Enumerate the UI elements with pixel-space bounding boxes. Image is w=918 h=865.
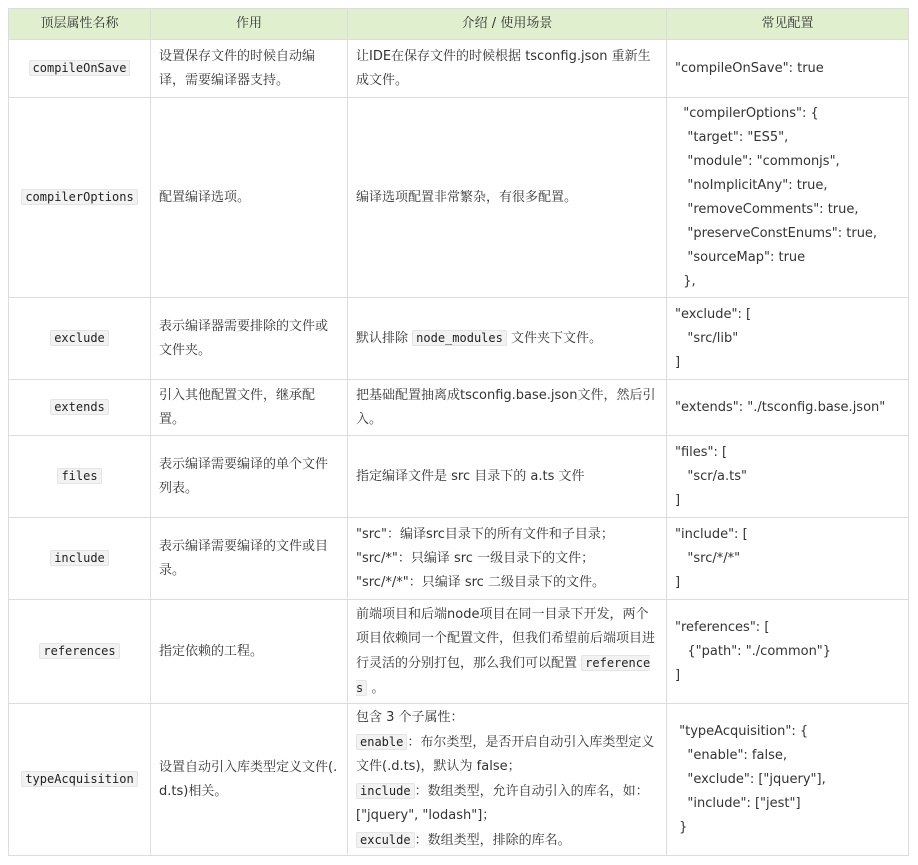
property-name: compileOnSave (29, 60, 131, 76)
intro-line (356, 779, 658, 828)
config-line: "enable": false, (675, 747, 787, 763)
intro-line (356, 706, 658, 730)
intro-text: 让IDE在保存文件的时候根据 tsconfig.json 重新生成文件。 (356, 48, 651, 88)
config-line: "target": "ES5", (675, 129, 789, 145)
config-line: "noImplicitAny": true, (675, 177, 828, 193)
properties-table (8, 8, 909, 856)
intro-text: 。 (367, 680, 385, 696)
config-line: "removeComments": true, (675, 201, 859, 217)
intro-text: 文件夹下文件。 (506, 331, 602, 346)
intro-cell (348, 704, 667, 856)
property-name-cell (9, 380, 151, 436)
intro-text: "src/*"：只编译 src 一级目录下的文件； (356, 550, 595, 566)
intro-cell (348, 40, 667, 98)
inline-code: include (356, 783, 415, 799)
intro-cell (348, 380, 667, 436)
intro-line (356, 547, 658, 571)
config-line: } (675, 819, 688, 835)
purpose-cell: 表示编译需要编译的文件或目录。 (151, 518, 348, 600)
intro-cell (348, 518, 667, 600)
intro-line (356, 828, 658, 853)
header-property-name: 顶层属性名称 (9, 9, 151, 40)
header-row (9, 9, 909, 40)
intro-line (356, 384, 658, 432)
purpose-cell: 配置编译选项。 (151, 98, 348, 298)
intro-text: 指定编译文件是 src 目录下的 a.ts 文件 (356, 468, 585, 484)
property-name-cell (9, 40, 151, 98)
config-line: {"path": "./common"} (675, 643, 832, 659)
config-line: ] (675, 354, 681, 370)
intro-line (356, 730, 658, 779)
config-cell (667, 518, 909, 600)
config-line: "extends": "./tsconfig.base.json" (675, 399, 886, 415)
property-name-cell (9, 600, 151, 704)
config-line: "typeAcquisition": { (675, 723, 809, 739)
config-cell (667, 380, 909, 436)
config-cell (667, 98, 909, 298)
intro-line (356, 45, 658, 93)
property-name: typeAcquisition (21, 771, 137, 787)
inline-code: exculde (356, 832, 415, 848)
table-row (9, 704, 909, 856)
config-cell (667, 600, 909, 704)
intro-text: 包含 3 个子属性： (356, 710, 464, 725)
config-line: ] (675, 667, 681, 683)
intro-line (356, 326, 658, 351)
config-line: "module": "commonjs", (675, 153, 840, 169)
intro-text: 把基础配置抽离成tsconfig.base.json文件，然后引入。 (356, 387, 656, 427)
config-line: "compileOnSave": true (675, 60, 824, 76)
config-line: "exclude": [ (675, 306, 752, 322)
property-name: include (50, 550, 109, 566)
intro-line (356, 465, 658, 489)
config-line: "src/lib" (675, 330, 739, 346)
inline-code: enable (356, 734, 407, 750)
purpose-cell: 表示编译需要编译的单个文件列表。 (151, 436, 348, 518)
intro-text: 编译选项配置非常繁杂，有很多配置。 (356, 189, 578, 205)
purpose-cell: 指定依赖的工程。 (151, 600, 348, 704)
property-name-cell (9, 704, 151, 856)
table-row (9, 298, 909, 380)
table-row (9, 380, 909, 436)
property-name: compilerOptions (21, 189, 137, 205)
property-name-cell (9, 518, 151, 600)
property-name: files (57, 468, 101, 484)
table-row (9, 436, 909, 518)
config-line: }, (675, 273, 696, 289)
intro-line (356, 186, 658, 210)
intro-text: ：数组类型，允许自动引入的库名，如：["jquery", "lodash"]； (356, 784, 649, 823)
config-cell (667, 298, 909, 380)
property-name-cell (9, 298, 151, 380)
intro-cell (348, 98, 667, 298)
table-row (9, 40, 909, 98)
config-line: "sourceMap": true (675, 249, 806, 265)
table-header (9, 9, 909, 40)
config-line: "scr/a.ts" (675, 468, 747, 484)
intro-cell (348, 298, 667, 380)
config-line: "compilerOptions": { (675, 105, 819, 121)
table-row (9, 518, 909, 600)
property-name: exclude (50, 330, 109, 346)
intro-cell (348, 600, 667, 704)
intro-line (356, 603, 658, 701)
config-cell (667, 704, 909, 856)
intro-text: ：数组类型，排除的库名。 (414, 833, 571, 848)
config-line: "exclude": ["jquery"], (675, 771, 826, 787)
property-name-cell (9, 98, 151, 298)
header-intro: 介绍 / 使用场景 (348, 9, 667, 40)
config-line: "include": [ (675, 526, 748, 542)
header-config: 常见配置 (667, 9, 909, 40)
config-cell (667, 436, 909, 518)
intro-text: 前端项目和后端node项目在同一目录下开发，两个项目依赖同一个配置文件，但我们希望前后端项目进行灵活的分别打包，那么我们可以配置 (356, 606, 656, 671)
config-cell (667, 40, 909, 98)
intro-text: "src/*/*"：只编译 src 二级目录下的文件。 (356, 574, 605, 590)
purpose-cell: 设置自动引入库类型定义文件(.d.ts)相关。 (151, 704, 348, 856)
config-line: ] (675, 574, 681, 590)
config-line: "files": [ (675, 444, 728, 460)
intro-line (356, 523, 658, 547)
config-line: "preserveConstEnums": true, (675, 225, 878, 241)
table-row (9, 98, 909, 298)
property-name-cell (9, 436, 151, 518)
inline-code: node_modules (412, 330, 507, 346)
config-line: "references": [ (675, 619, 770, 635)
header-purpose: 作用 (151, 9, 348, 40)
intro-line (356, 571, 658, 595)
config-line: "src/*/*" (675, 550, 741, 566)
property-name: references (39, 643, 119, 659)
table-row (9, 600, 909, 704)
intro-text: "src"：编译src目录下的所有文件和子目录； (356, 526, 614, 542)
intro-text: ：布尔类型，是否开启自动引入库类型定义文件(.d.ts)，默认为 false； (356, 735, 655, 774)
config-line: ] (675, 492, 681, 508)
table-body (9, 40, 909, 856)
intro-text: 默认排除 (356, 331, 413, 346)
purpose-cell: 引入其他配置文件，继承配置。 (151, 380, 348, 436)
config-line: "include": ["jest"] (675, 795, 801, 811)
property-name: extends (50, 399, 109, 415)
purpose-cell: 设置保存文件的时候自动编译，需要编译器支持。 (151, 40, 348, 98)
inline-code: references (356, 655, 651, 695)
intro-cell (348, 436, 667, 518)
purpose-cell: 表示编译器需要排除的文件或文件夹。 (151, 298, 348, 380)
